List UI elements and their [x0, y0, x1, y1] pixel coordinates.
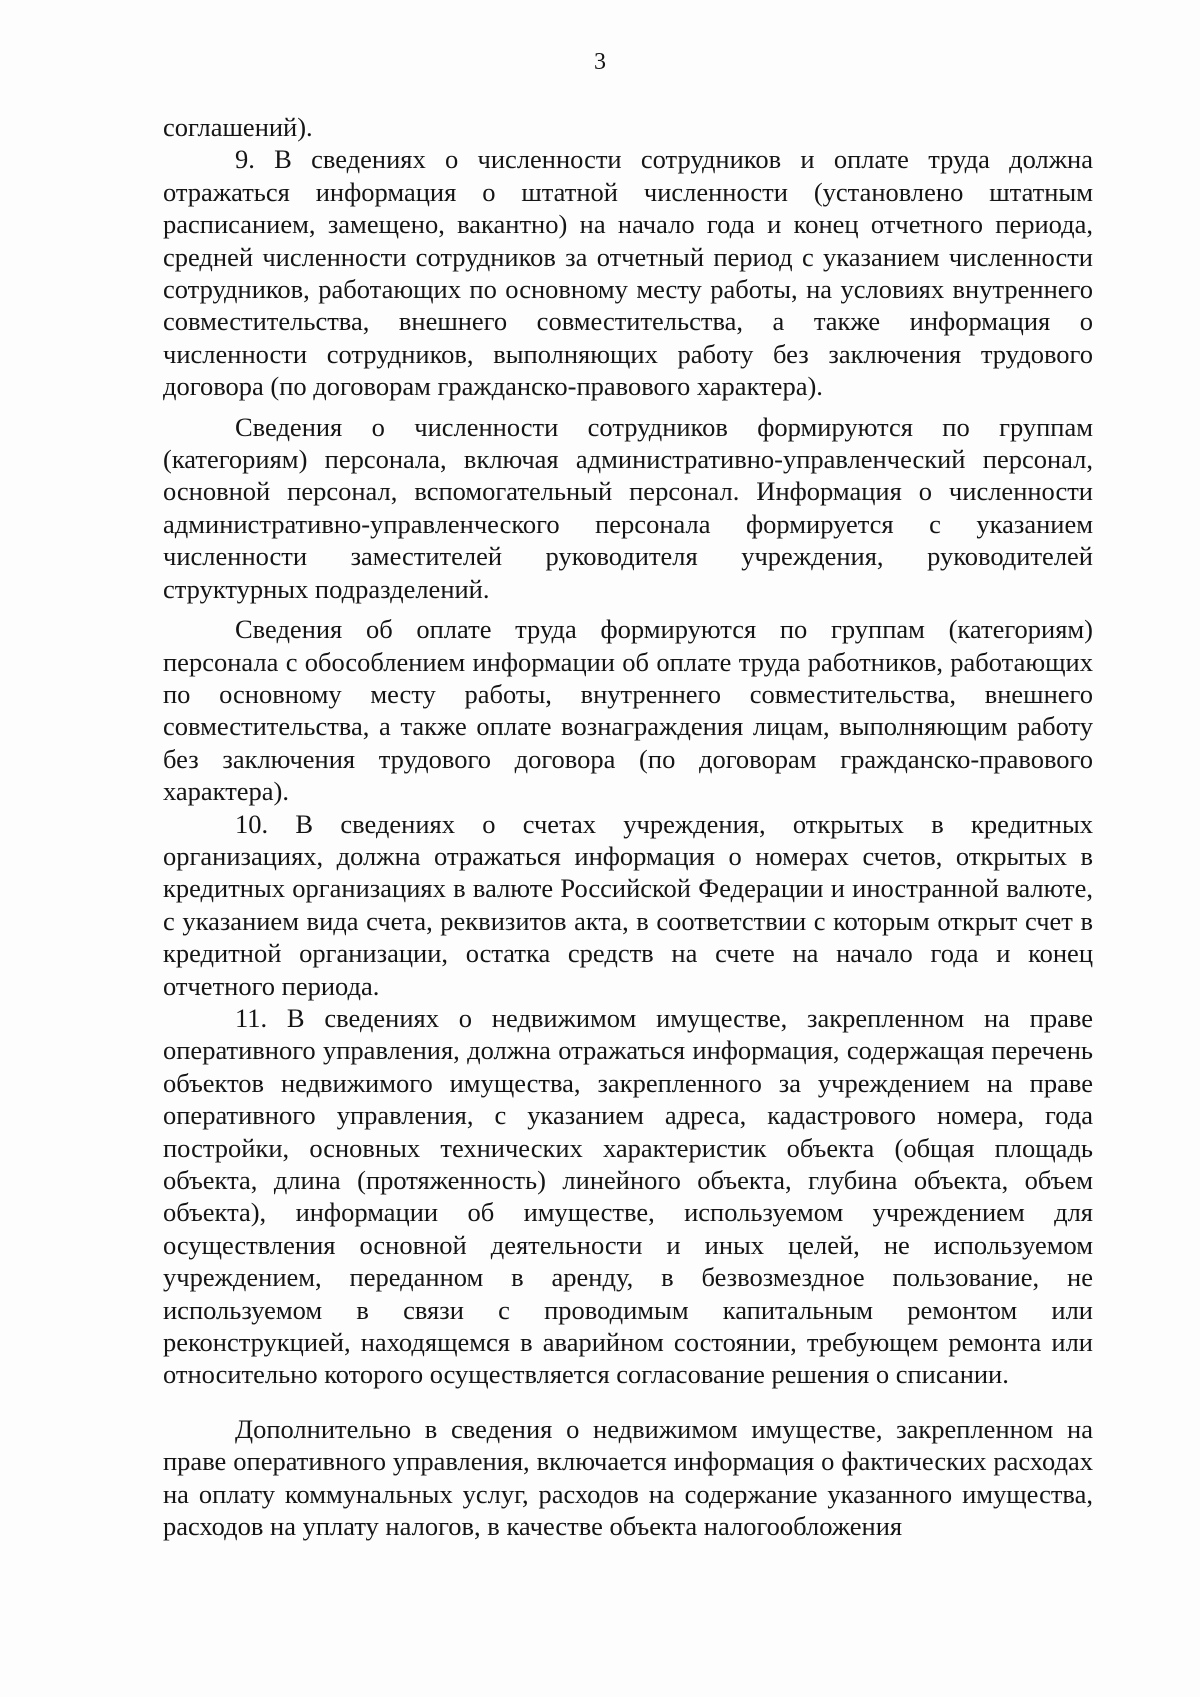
paragraph-continuation: соглашений). [163, 112, 313, 142]
paragraph-item-9: 9. В сведениях о численности сотрудников и оплате труда должна отражаться информация о штатной численности (установлено штатным расписанием, замещено, вакантно) на начало года и конец отчетного периода, средней численности сотрудников за отчетный период с указанием численности сотрудников, работающих по основному месту работы, на условиях внутреннего совместительства, внешнего совместительства, а также информация о численности сотрудников, выполняющих работу без заключения трудового договора (по договорам гражданско-правового характера). [163, 144, 1093, 402]
paragraph-item-10: 10. В сведениях о счетах учреждения, открытых в кредитных организациях, должна отражаться информация о номерах счетов, открытых в кредитных организациях в валюте Российской Федерации и иностранной валюте, с указанием вида счета, реквизитов акта, в соответствии с которым открыт счет в кредитной организации, остатка средств на счете на начало года и конец отчетного периода. [163, 808, 1093, 1001]
paragraph-additional-info: Дополнительно в сведения о недвижимом имуществе, закрепленном на праве оперативного управления, включается информация о фактических расходах на оплату коммунальных услуг, расходов на содержание указанного имущества, расходов на уплату налогов, в качестве объекта налогообложения [163, 1413, 1093, 1542]
page-number: 3 [594, 49, 606, 75]
paragraph-staff-groups: Сведения о численности сотрудников формируются по группам (категориям) персонала, включая административно-управленческий персонал, основной персонал, вспомогательный персонал. Информация о численности административно-управленческого персонала формируется с указанием численности заместителей руководителя учреждения, руководителей структурных подразделений. [163, 411, 1093, 604]
paragraph-item-11: 11. В сведениях о недвижимом имуществе, закрепленном на праве оперативного управления, должна отражаться информация, содержащая перечень объектов недвижимого имущества, закрепленного за учреждением на праве оперативного управления, с указанием адреса, кадастрового номера, года постройки, основных технических характеристик объекта (общая площадь объекта, длина (протяженность) линейного объекта, глубина объекта, объем объекта), информации об имуществе, используемом учреждением для осуществления основной деятельности и иных целей, не используемом учреждением, переданном в аренду, в безвозмездное пользование, не используемом в связи с проводимым капитальным ремонтом или реконструкцией, находящемся в аварийном состоянии, требующем ремонта или относительно которого осуществляется согласование решения о списании. [163, 1002, 1093, 1390]
document-body [163, 111, 1093, 1542]
paragraph-payment-groups: Сведения об оплате труда формируются по группам (категориям) персонала с обособлением информации об оплате труда работников, работающих по основному месту работы, внутреннего совместительства, внешнего совместительства, а также оплате вознаграждения лицам, выполняющим работу без заключения трудового договора (по договорам гражданско-правового характера). [163, 614, 1093, 807]
